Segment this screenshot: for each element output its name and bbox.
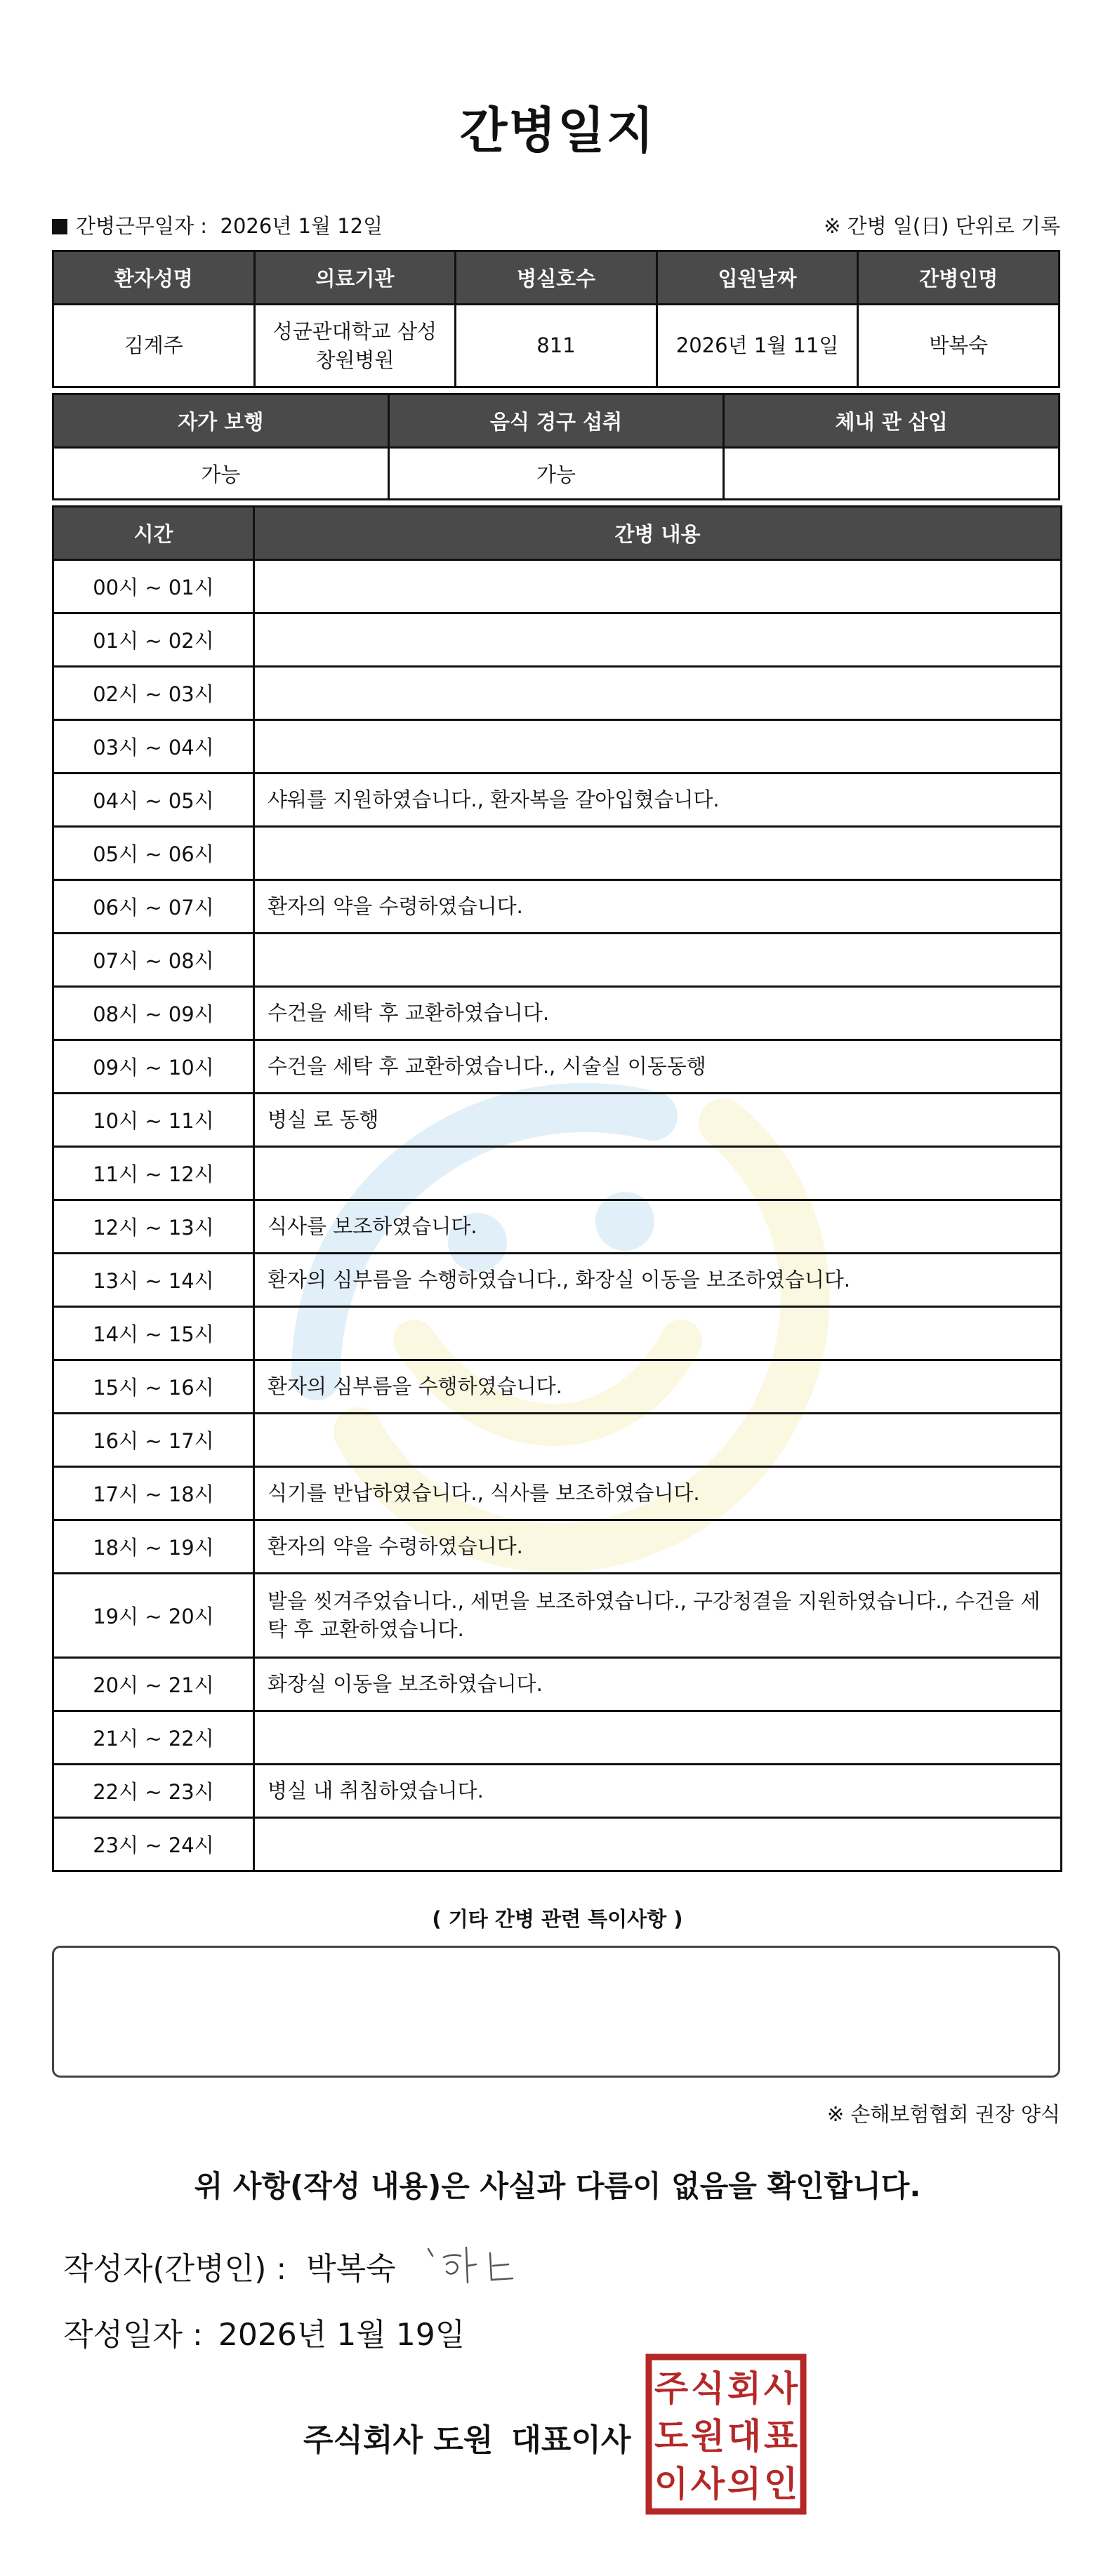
seal-glyph: 의 (727, 2464, 762, 2504)
log-row (53, 1254, 1062, 1307)
written-date-label: 작성일자 : (63, 2317, 203, 2353)
header-admission-date: 입원날짜 (657, 251, 858, 305)
log-row (53, 1414, 1062, 1467)
log-time-cell: 01시 ~ 02시 (53, 613, 254, 667)
log-content-cell (254, 1818, 1062, 1871)
work-date-label: 간병근무일자 : (76, 214, 208, 238)
patient-name: 김계주 (53, 305, 255, 387)
tube-insertion-value (724, 448, 1060, 500)
log-content-cell (254, 613, 1062, 667)
log-row (53, 880, 1062, 934)
patient-status-header-row (53, 394, 1060, 448)
seal-glyph: 이 (654, 2464, 689, 2504)
log-content-cell: 화장실 이동을 보조하였습니다. (254, 1658, 1062, 1711)
patient-info-header-row (53, 251, 1060, 305)
oral-intake-value: 가능 (388, 448, 724, 500)
log-row (53, 1360, 1062, 1414)
log-row (53, 774, 1062, 827)
log-content-cell: 수건을 세탁 후 교환하였습니다., 시술실 이동동행 (254, 1040, 1062, 1094)
log-time-cell: 22시 ~ 23시 (53, 1765, 254, 1818)
work-date-value: 2026년 1월 12일 (220, 214, 383, 238)
seal-glyph: 표 (763, 2416, 798, 2457)
log-time-cell: 20시 ~ 21시 (53, 1658, 254, 1711)
log-time-cell: 16시 ~ 17시 (53, 1414, 254, 1467)
log-row (53, 1520, 1062, 1574)
log-row (53, 1818, 1062, 1871)
form-source-note: ※ 손해보험협회 권장 양식 (826, 2102, 1060, 2126)
header-time: 시간 (53, 507, 254, 560)
caregiver-name: 박복숙 (858, 305, 1060, 387)
log-row (53, 1147, 1062, 1200)
log-row (53, 1467, 1062, 1520)
seal-glyph: 식 (690, 2368, 725, 2409)
square-bullet-icon (52, 219, 67, 234)
log-row (53, 1307, 1062, 1360)
log-content-cell: 환자의 심부름을 수행하였습니다., 화장실 이동을 보조하였습니다. (254, 1254, 1062, 1307)
seal-glyph: 사 (690, 2464, 725, 2504)
log-time-cell: 18시 ~ 19시 (53, 1520, 254, 1574)
log-header-row (53, 507, 1062, 560)
handwritten-signature (425, 2239, 531, 2288)
remarks-title: ( 기타 간병 관련 특이사항 ) (432, 1907, 683, 1931)
header-self-walking: 자가 보행 (53, 394, 389, 448)
log-row (53, 987, 1062, 1040)
log-time-cell: 09시 ~ 10시 (53, 1040, 254, 1094)
log-content-cell: 샤워를 지원하였습니다., 환자복을 갈아입혔습니다. (254, 774, 1062, 827)
company-seal-stamp (645, 2353, 807, 2516)
admission-date: 2026년 1월 11일 (657, 305, 858, 387)
writer-label: 작성자(간병인) : (63, 2251, 287, 2287)
log-time-cell: 11시 ~ 12시 (53, 1147, 254, 1200)
log-content-cell: 식사를 보조하였습니다. (254, 1200, 1062, 1254)
confirmation-statement: 위 사항(작성 내용)은 사실과 다름이 없음을 확인합니다. (194, 2169, 921, 2203)
company-role: 대표이사 (511, 2422, 631, 2458)
log-time-cell: 08시 ~ 09시 (53, 987, 254, 1040)
log-content-cell (254, 1147, 1062, 1200)
log-time-cell: 07시 ~ 08시 (53, 934, 254, 987)
log-time-cell: 00시 ~ 01시 (53, 560, 254, 613)
written-date-value: 2026년 1월 19일 (218, 2317, 466, 2353)
log-time-cell: 06시 ~ 07시 (53, 880, 254, 934)
header-patient-name: 환자성명 (53, 251, 255, 305)
log-row (53, 1765, 1062, 1818)
company-line (303, 2415, 631, 2459)
log-content-cell (254, 1711, 1062, 1765)
page-title: 간병일지 (459, 102, 656, 159)
record-unit-note: ※ 간병 일(日) 단위로 기록 (824, 214, 1060, 238)
seal-glyph: 회 (727, 2368, 762, 2409)
log-content-cell: 병실 내 취침하였습니다. (254, 1765, 1062, 1818)
room-number: 811 (456, 305, 657, 387)
log-content-cell (254, 1307, 1062, 1360)
work-date (52, 211, 383, 239)
writer-line (63, 2243, 396, 2288)
log-row (53, 1658, 1062, 1711)
log-time-cell: 03시 ~ 04시 (53, 720, 254, 774)
log-content-cell: 환자의 약을 수령하였습니다. (254, 1520, 1062, 1574)
log-row (53, 1094, 1062, 1147)
log-row (53, 1711, 1062, 1765)
hourly-care-log-table (52, 505, 1062, 1872)
log-content-cell: 병실 로 동행 (254, 1094, 1062, 1147)
log-body (53, 560, 1062, 1871)
log-time-cell: 04시 ~ 05시 (53, 774, 254, 827)
header-caregiver-name: 간병인명 (858, 251, 1060, 305)
log-content-cell (254, 720, 1062, 774)
log-row (53, 1574, 1062, 1658)
header-room-number: 병실호수 (456, 251, 657, 305)
log-content-cell (254, 827, 1062, 880)
log-time-cell: 02시 ~ 03시 (53, 667, 254, 720)
log-time-cell: 17시 ~ 18시 (53, 1467, 254, 1520)
header-oral-intake: 음식 경구 섭취 (388, 394, 724, 448)
written-date-line (63, 2309, 465, 2354)
header-care-content: 간병 내용 (254, 507, 1062, 560)
company-name: 주식회사 도원 (303, 2422, 494, 2458)
patient-info-value-row (53, 305, 1060, 387)
seal-glyph: 도 (654, 2416, 689, 2457)
self-walking-value: 가능 (53, 448, 389, 500)
header-hospital: 의료기관 (254, 251, 456, 305)
log-content-cell (254, 667, 1062, 720)
log-row (53, 720, 1062, 774)
log-time-cell: 10시 ~ 11시 (53, 1094, 254, 1147)
writer-name: 박복숙 (306, 2251, 396, 2287)
log-content-cell (254, 1414, 1062, 1467)
log-row (53, 1040, 1062, 1094)
log-time-cell: 23시 ~ 24시 (53, 1818, 254, 1871)
header-tube-insertion: 체내 관 삽입 (724, 394, 1060, 448)
log-content-cell (254, 560, 1062, 613)
log-content-cell: 환자의 심부름을 수행하였습니다. (254, 1360, 1062, 1414)
log-time-cell: 19시 ~ 20시 (53, 1574, 254, 1658)
log-time-cell: 14시 ~ 15시 (53, 1307, 254, 1360)
log-row (53, 1200, 1062, 1254)
log-content-cell (254, 934, 1062, 987)
log-content-cell: 환자의 약을 수령하였습니다. (254, 880, 1062, 934)
patient-info-table (52, 250, 1060, 388)
log-time-cell: 21시 ~ 22시 (53, 1711, 254, 1765)
patient-status-table (52, 393, 1060, 500)
log-content-cell: 수건을 세탁 후 교환하였습니다. (254, 987, 1062, 1040)
log-content-cell: 발을 씻겨주었습니다., 세면을 보조하였습니다., 구강청결을 지원하였습니다., 수건을 세탁 후 교환하였습니다. (254, 1574, 1062, 1658)
log-time-cell: 15시 ~ 16시 (53, 1360, 254, 1414)
seal-glyph: 원 (690, 2416, 725, 2457)
log-row (53, 560, 1062, 613)
log-row (53, 934, 1062, 987)
remarks-box (52, 1946, 1060, 2078)
log-content-cell: 식기를 반납하였습니다., 식사를 보조하였습니다. (254, 1467, 1062, 1520)
log-row (53, 827, 1062, 880)
log-time-cell: 13시 ~ 14시 (53, 1254, 254, 1307)
seal-glyph: 인 (763, 2464, 798, 2504)
patient-status-value-row (53, 448, 1060, 500)
hospital-name: 성균관대학교 삼성 창원병원 (254, 305, 456, 387)
log-row (53, 667, 1062, 720)
seal-glyph: 사 (763, 2368, 798, 2409)
seal-glyph: 주 (654, 2368, 689, 2409)
log-row (53, 613, 1062, 667)
log-time-cell: 12시 ~ 13시 (53, 1200, 254, 1254)
seal-glyph: 대 (727, 2416, 762, 2457)
log-time-cell: 05시 ~ 06시 (53, 827, 254, 880)
